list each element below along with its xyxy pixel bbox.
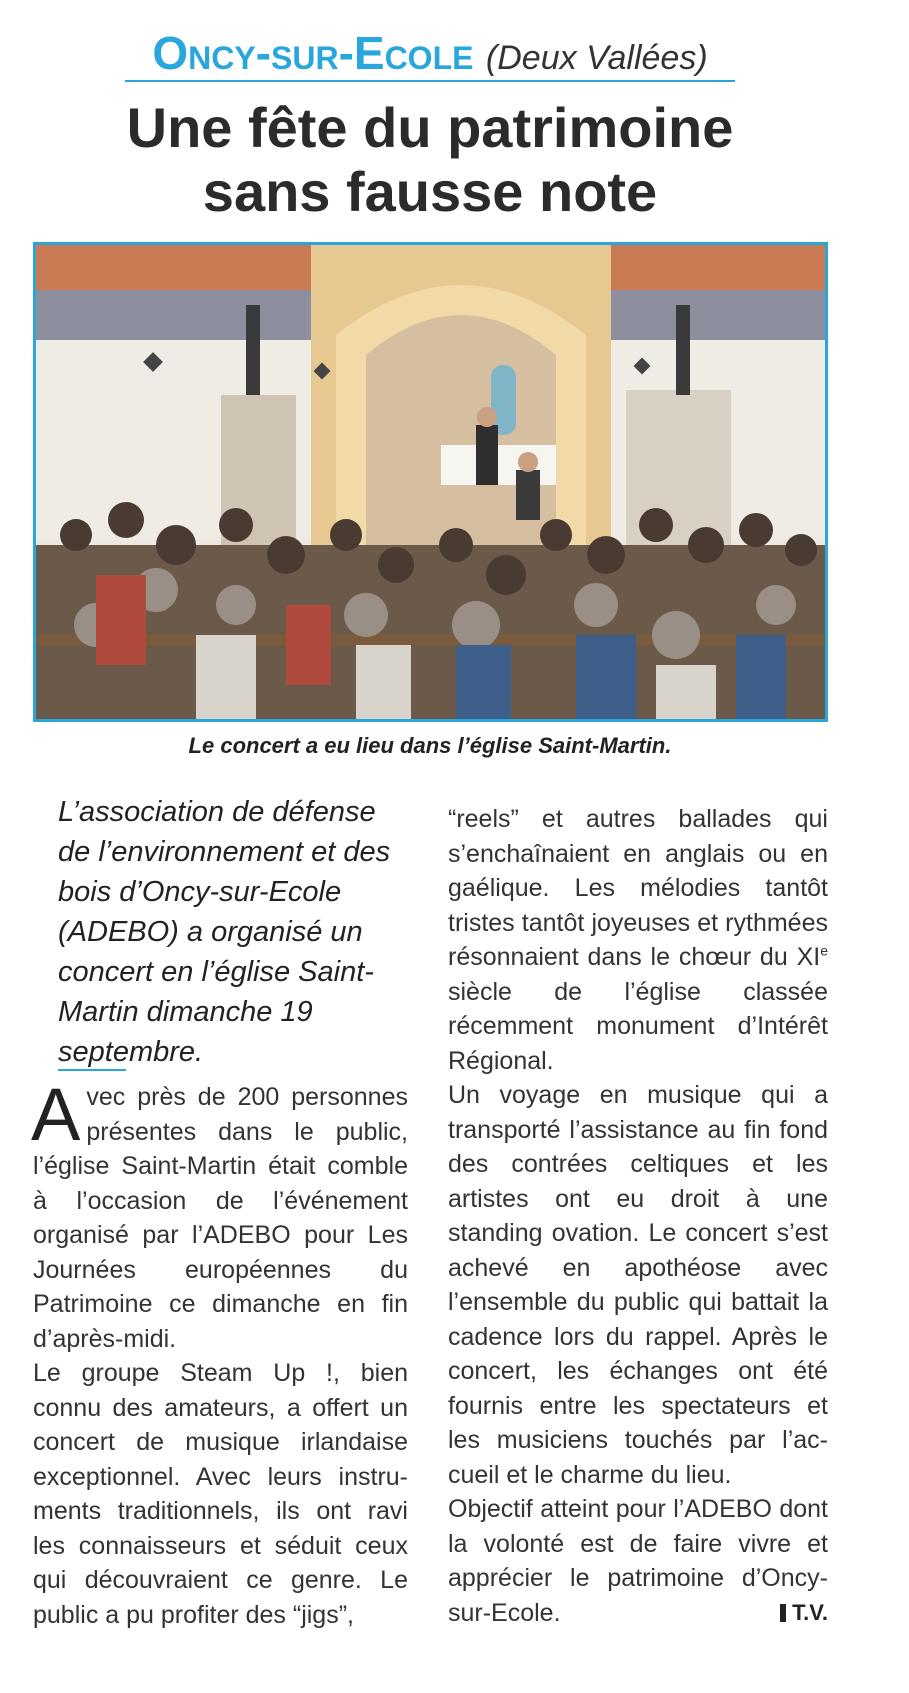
signature-bar-icon [780,1604,786,1622]
body-p2b-part1: “reels” et autres ballades qui s’enchaînaient en anglais ou en gaélique. Les mélodies tantôt tristes tantôt joyeuses et rythmées résonnaient dans le chœur du XI [448,805,828,971]
author-signature [780,1596,828,1631]
body-paragraph-1 [31,1073,408,1356]
body-column-right [448,802,828,1630]
drop-cap: A [31,1073,81,1156]
article-photo [33,242,828,722]
body-paragraph-2-continued [448,802,828,1078]
body-column-left [31,1073,408,1632]
article-lead: L’association de défense de l’environnement et des bois d’Oncy-sur-Ecole (ADEBO) a organisé un concert en l’église Saint-Martin dimanche 19 septembre. [58,796,391,1068]
body-paragraph-3: Un voyage en musique qui a transporté l’assistance au fin fond des contrées celtiques et les artistes ont eu droit à une standing ovation. Le concert s’est achevé en apothéose avec l’ensemble du public qui battait la cadence lors du rappel. Après le concert, les échanges ont été fournis entre les spectateurs et les musiciens touchés par l’accueil et le charme du lieu. [448,1081,828,1489]
body-paragraph-2: Le groupe Steam Up !, bien connu des amateurs, a offert un concert de musique irlandaise exceptionnel. Avec leurs instruments traditionnels, ils ont ravi les connaisseurs et séduit ceux qui découvraient ce genre. Le public a pu profiter des “jigs”, [33,1359,408,1629]
concert-in-church-illustration [36,245,825,719]
headline-line-1: Une fête du patrimoine [126,96,734,159]
photo-caption: Le concert a eu lieu dans l’église Saint-Martin. [188,733,672,758]
headline-line-2: sans fausse note [202,160,658,223]
article-headline [0,96,860,224]
body-paragraph-1-text: vec près de 200 personnes présentes dans le public, l’église Saint-Martin était comble à l’occasion de l’événement organisé par l’ADEBO pour Les Journées européennes du Patrimoine ce dimanche en fin d’après-midi. [33,1083,408,1353]
kicker-area: (Deux Vallées) [485,39,708,77]
signature-text: T.V. [792,1599,828,1625]
body-p2b-part2: siècle de l’église classée récemment monument d’Intérêt Régional. [448,977,828,1075]
century-superscript: e [820,942,828,959]
kicker-town: Oncy-sur-Ecole [152,27,474,79]
kicker-underline [125,80,735,82]
article-kicker [0,26,860,80]
body-paragraph-4-text: Objectif atteint pour l’ADEBO dont la volonté est de faire vivre et apprécier le patrimoine d’Oncy-sur-Ecole. [448,1495,828,1627]
body-paragraph-4 [448,1492,828,1630]
lead-underline [58,1069,126,1071]
